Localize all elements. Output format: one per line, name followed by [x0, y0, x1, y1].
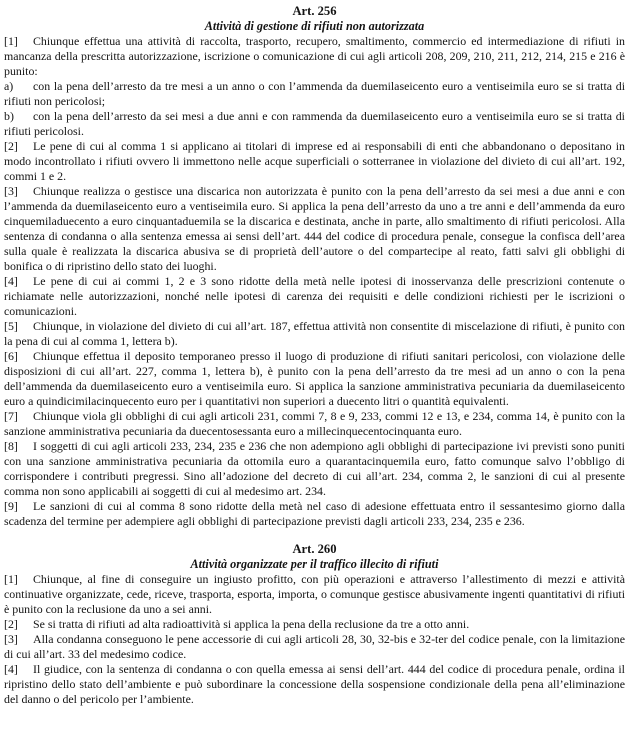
- article-section: [4, 542, 625, 707]
- comma-paragraph: [4, 409, 625, 439]
- comma-text: con la pena dell’arresto da tre mesi a un anno o con l’ammenda da duemilaseicento euro a ventiseimila euro se si tratta di rifiuti non pericolosi;: [4, 79, 625, 108]
- comma-paragraph: [4, 632, 625, 662]
- comma-text: Chiunque, al fine di conseguire un ingiusto profitto, con più operazioni e attraverso l’allestimento di mezzi e attività continuative organizzate, cede, riceve, trasporta, esporta, importa, o comunque gestisce abusivamente ingenti quantitativi di rifiuti è punito con la reclusione da uno a sei anni.: [4, 572, 625, 616]
- article-number: Art. 256: [292, 4, 337, 18]
- comma-text: Le pene di cui al comma 1 si applicano ai titolari di imprese ed ai responsabili di enti che abbandonano o depositano in modo incontrollato i rifiuti ovvero li immettono nelle acque superficiali o sotterranee in violazione del divieto di cui all’art. 192, commi 1 e 2.: [4, 139, 625, 183]
- comma-label: [4]: [4, 274, 18, 288]
- comma-paragraph: [4, 439, 625, 499]
- comma-text: Il giudice, con la sentenza di condanna o con quella emessa ai sensi dell’art. 444 del codice di procedura penale, ordina il ripristino dello stato dell’ambiente e può subordinare la concessione della sospensione condizionale della pena all’eliminazione del danno o del pericolo per l’ambiente.: [4, 662, 625, 706]
- comma-label: a): [4, 79, 14, 93]
- comma-paragraph: [4, 319, 625, 349]
- comma-label: [1]: [4, 34, 18, 48]
- comma-text: Alla condanna conseguono le pene accessorie di cui agli articoli 28, 30, 32-bis e 32-ter del codice penale, con la limitazione di cui all’art. 33 del medesimo codice.: [4, 632, 625, 661]
- comma-label: [1]: [4, 572, 18, 586]
- comma-text: Chiunque effettua il deposito temporaneo presso il luogo di produzione di rifiuti sanitari pericolosi, con violazione delle disposizioni di cui all’art. 227, comma 1, lettera b), è punito con la pena dell’arresto da tre mesi ad un anno o con la pena dell’ammenda da duemilaseicento euro a ventiseimila euro. Si applica la sanzione amministrativa pecuniaria da duemilaseicento euro a quindicimilacinquecento euro per i quantitativi non superiori a duecento litri o quantità equivalenti.: [4, 349, 625, 408]
- comma-paragraph: [4, 499, 625, 529]
- comma-paragraph: [4, 79, 625, 109]
- comma-paragraph: [4, 349, 625, 409]
- comma-paragraph: [4, 139, 625, 184]
- comma-paragraph: [4, 662, 625, 707]
- comma-label: [3]: [4, 184, 18, 198]
- comma-label: [8]: [4, 439, 18, 453]
- comma-paragraph: [4, 34, 625, 79]
- comma-text: Chiunque, in violazione del divieto di cui all’art. 187, effettua attività non consentite di miscelazione di rifiuti, è punito con la pena di cui al comma 1, lettera b).: [4, 319, 625, 348]
- comma-label: [3]: [4, 632, 18, 646]
- comma-text: I soggetti di cui agli articoli 233, 234, 235 e 236 che non adempiono agli obblighi di partecipazione ivi previsti sono puniti con una sanzione amministrativa pecuniaria da ottomila euro a quarantacinquemila euro, fatto comunque salvo l’obbligo di corrispondere i contributi pregressi. Sino all’adozione del decreto di cui all’art. 234, comma 2, le sanzioni di cui al presente comma non sono applicabili ai soggetti di cui al medesimo art. 234.: [4, 439, 625, 498]
- comma-paragraph: [4, 109, 625, 139]
- comma-text: Chiunque effettua una attività di raccolta, trasporto, recupero, smaltimento, commercio ed intermediazione di rifiuti in mancanza della prescritta autorizzazione, iscrizione o comunicazione di cui agli articoli 208, 209, 210, 211, 212, 214, 215 e 216 è punito:: [4, 34, 625, 78]
- comma-text: Se si tratta di rifiuti ad alta radioattività si applica la pena della reclusione da tre a otto anni.: [33, 617, 470, 631]
- comma-paragraph: [4, 572, 625, 617]
- comma-label: [2]: [4, 139, 18, 153]
- article-number: Art. 260: [292, 542, 337, 556]
- comma-paragraph: [4, 617, 625, 632]
- comma-label: [9]: [4, 499, 18, 513]
- comma-text: Chiunque viola gli obblighi di cui agli articoli 231, commi 7, 8 e 9, 233, commi 12 e 13, e 234, comma 14, è punito con la sanzione amministrativa pecuniaria da duecentosessanta euro a millecinquecentocinquanta euro.: [4, 409, 625, 438]
- article-title: Attività di gestione di rifiuti non autorizzata: [204, 19, 425, 33]
- comma-label: b): [4, 109, 14, 123]
- comma-label: [5]: [4, 319, 18, 333]
- article-body: [4, 34, 625, 529]
- comma-label: [4]: [4, 662, 18, 676]
- comma-paragraph: [4, 184, 625, 274]
- comma-label: [7]: [4, 409, 18, 423]
- comma-paragraph: [4, 274, 625, 319]
- article-title: Attività organizzate per il traffico illecito di rifiuti: [190, 557, 439, 571]
- comma-text: Le sanzioni di cui al comma 8 sono ridotte della metà nel caso di adesione effettuata entro il sessantesimo giorno dalla scadenza del termine per adempiere agli obblighi di partecipazione previsti dagli articoli 233, 234, 235 e 236.: [4, 499, 625, 528]
- article-section: [4, 4, 625, 529]
- comma-text: con la pena dell’arresto da sei mesi a due anni e con rammenda da duemilaseicento euro a ventiseimila euro se si tratta di rifiuti pericolosi.: [4, 109, 625, 138]
- article-body: [4, 572, 625, 707]
- comma-label: [2]: [4, 617, 18, 631]
- comma-label: [6]: [4, 349, 18, 363]
- comma-text: Chiunque realizza o gestisce una discarica non autorizzata è punito con la pena dell’arresto da sei mesi a due anni e con l’ammenda da duemilaseicento euro a ventiseimila euro. Si applica la pena dell’arresto da uno a tre anni e dell’ammenda da euro cinquemiladuecento a euro cinquantaduemila se la discarica e destinata, anche in parte, allo smaltimento di rifiuti pericolosi. Alla sentenza di condanna o alla sentenza emessa ai sensi dell’art. 444 del codice di procedura penale, consegue la confisca dell’area sulla quale è realizzata la discarica abusiva se di proprietà dell’autore o del compartecipe al reato, fatti salvi gli obblighi di bonifica o di ripristino dello stato dei luoghi.: [4, 184, 625, 273]
- comma-text: Le pene di cui ai commi 1, 2 e 3 sono ridotte della metà nelle ipotesi di inosservanza delle prescrizioni contenute o richiamate nelle autorizzazioni, nonché nelle ipotesi di carenza dei requisiti e delle condizioni richiesti per le iscrizioni o comunicazioni.: [4, 274, 625, 318]
